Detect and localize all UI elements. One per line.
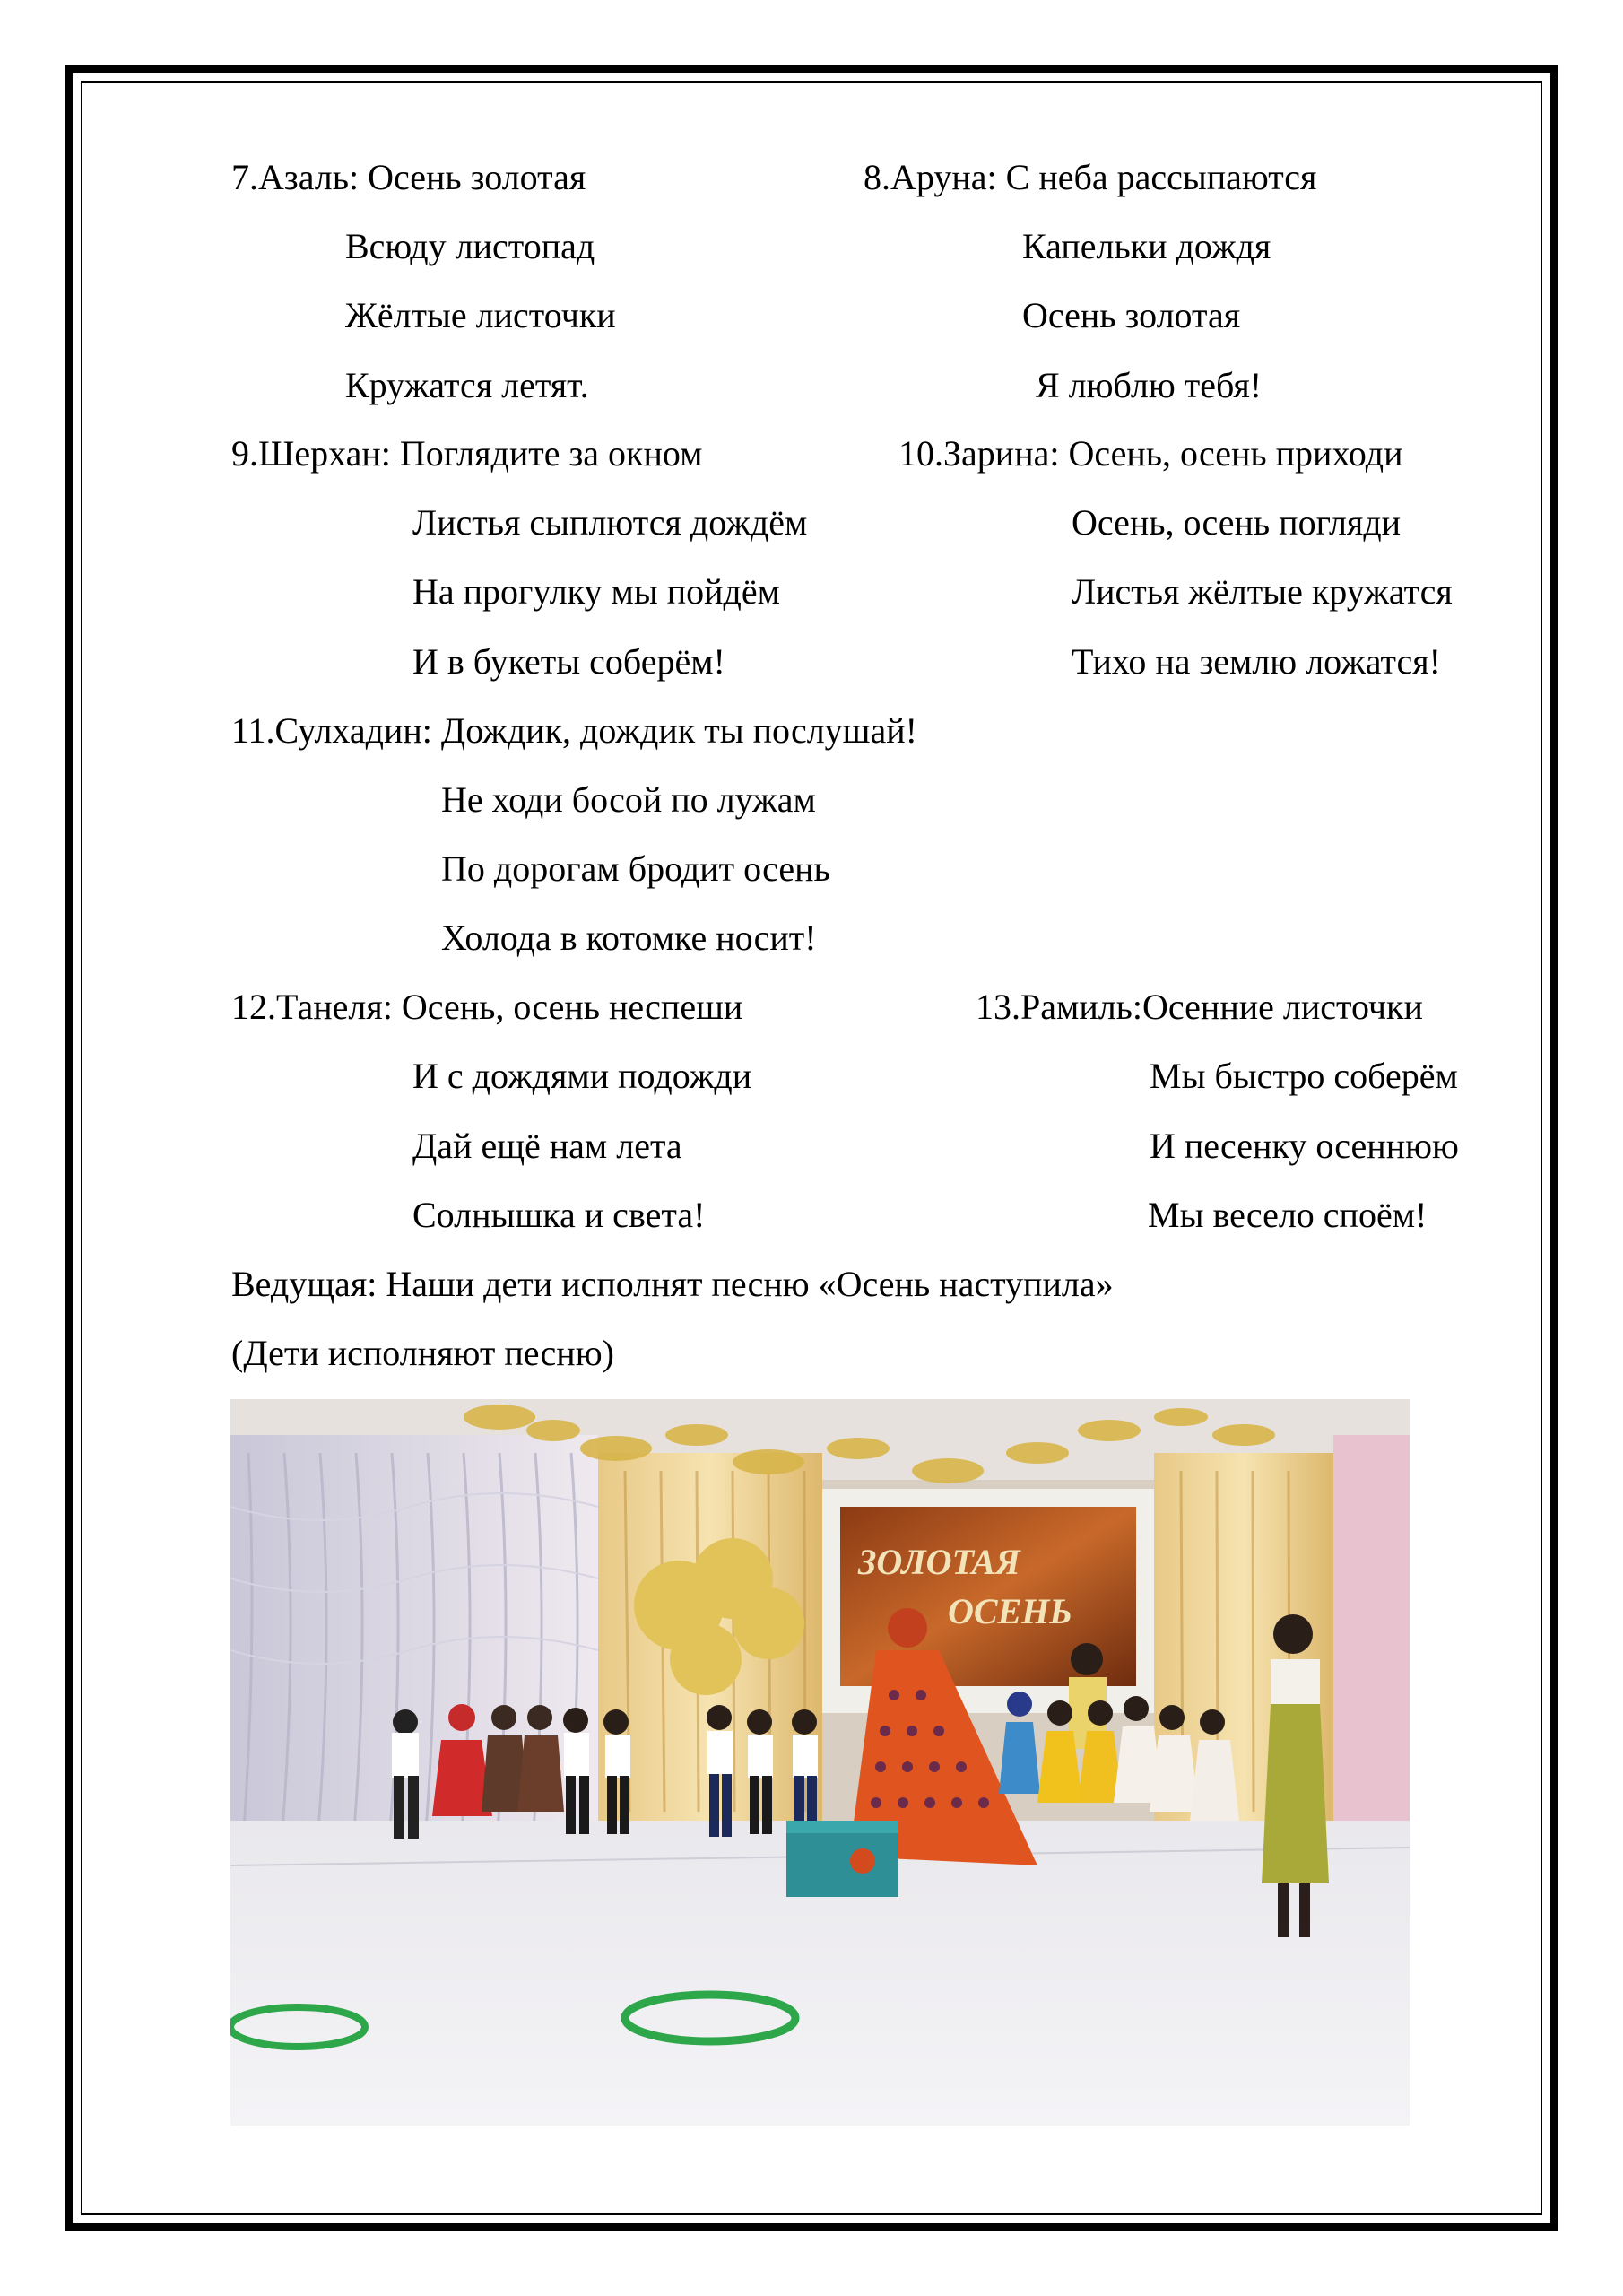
- banner-title-line2: ОСЕНЬ: [948, 1591, 1072, 1631]
- poem-9-line-2: На прогулку мы пойдём: [412, 571, 780, 612]
- poem-9-line-3: И в букеты соберём!: [412, 641, 725, 682]
- poem-10-line-3: Тихо на землю ложатся!: [1072, 641, 1441, 682]
- poem-11-line-2: По дорогам бродит осень: [441, 848, 830, 889]
- poem-11-header: 11.Сулхадин: Дождик, дождик ты послушай!: [231, 710, 917, 751]
- poem-9-header: 9.Шерхан: Поглядите за окном: [231, 433, 703, 474]
- poem-10-header: 10.Зарина: Осень, осень приходи: [898, 433, 1403, 474]
- host-line: Ведущая: Наши дети исполнят песню «Осень наступила»: [231, 1264, 1114, 1304]
- poem-8-header: 8.Аруна: С неба рассыпаются: [864, 157, 1317, 197]
- poem-8-line-3: Я люблю тебя!: [1036, 365, 1263, 405]
- poem-12-header: 12.Танеля: Осень, осень неспеши: [231, 987, 743, 1027]
- poem-7-line-3: Кружатся летят.: [345, 365, 589, 405]
- poem-13-header: 13.Рамиль:Осенние листочки: [976, 987, 1423, 1027]
- poem-12-line-1: И с дождями подожди: [412, 1056, 752, 1096]
- poem-13-line-1: Мы быстро соберём: [1150, 1056, 1458, 1096]
- poem-10-line-1: Осень, осень погляди: [1072, 502, 1402, 543]
- poem-8-line-2: Осень золотая: [1022, 295, 1241, 335]
- poem-10-line-2: Листья жёлтые кружатся: [1072, 571, 1453, 612]
- poem-11-line-3: Холода в котомке носит!: [441, 918, 817, 958]
- poem-13-line-3: Мы весело споём!: [1148, 1195, 1428, 1235]
- poem-8-line-1: Капельки дождя: [1022, 226, 1271, 266]
- poem-12-line-2: Дай ещё нам лета: [412, 1126, 682, 1166]
- poem-7-header: 7.Азаль: Осень золотая: [231, 157, 586, 197]
- event-photo: [230, 1399, 1410, 2126]
- poem-7-line-1: Всюду листопад: [345, 226, 595, 266]
- stage-direction: (Дети исполняют песню): [231, 1333, 614, 1373]
- poem-9-line-1: Листья сыплются дождём: [412, 502, 808, 543]
- poem-12-line-3: Солнышка и света!: [412, 1195, 706, 1235]
- banner-title-line1: ЗОЛОТАЯ: [858, 1542, 1020, 1582]
- poem-7-line-2: Жёлтые листочки: [345, 295, 616, 335]
- poem-11-line-1: Не ходи босой по лужам: [441, 779, 816, 820]
- poem-13-line-2: И песенку осеннюю: [1150, 1126, 1459, 1166]
